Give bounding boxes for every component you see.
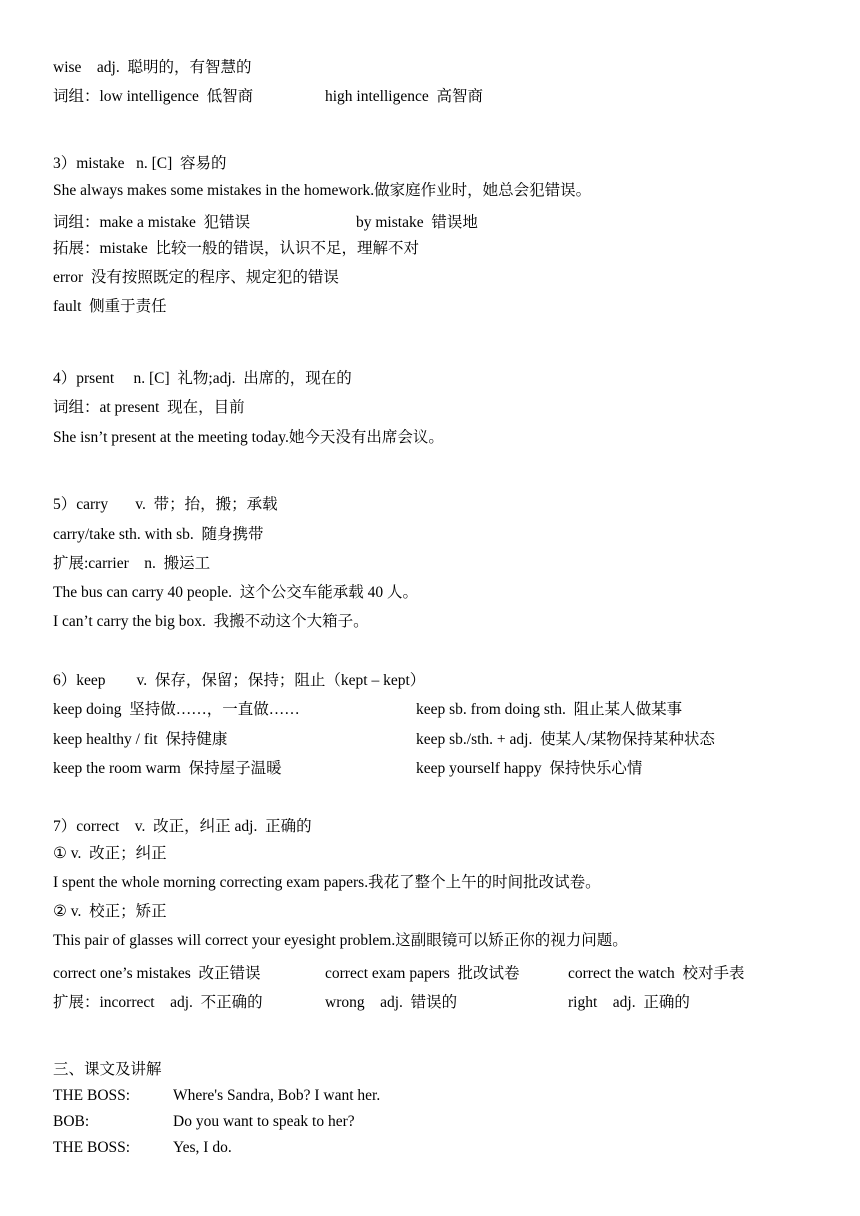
- entry-correct-sense-1: ① v. 改正；纠正: [53, 845, 167, 862]
- entry-correct-example-2: This pair of glasses will correct your eyesight problem.这副眼镜可以矫正你的视力问题。: [53, 932, 628, 949]
- entry-mistake-phrase: 词组：make a mistake 犯错误: [53, 214, 251, 231]
- dialogue-speaker: BOB:: [53, 1113, 90, 1130]
- dialogue-speaker: THE BOSS:: [53, 1087, 131, 1104]
- section-heading: 三、课文及讲解: [53, 1061, 162, 1078]
- entry-keep-row1-left: keep doing 坚持做……，一直做……: [53, 701, 300, 718]
- dialogue-line: Do you want to speak to her?: [173, 1113, 355, 1130]
- entry-carry-head: 5）carry v. 带；抬，搬；承载: [53, 496, 278, 513]
- entry-mistake-ext-1: 拓展：mistake 比较一般的错误，认识不足，理解不对: [53, 240, 419, 257]
- entry-carry-ext: 扩展:carrier n. 搬运工: [53, 555, 211, 572]
- entry-correct-phrase-1a: correct one’s mistakes 改正错误: [53, 965, 261, 982]
- entry-mistake-ext-2: error 没有按照既定的程序、规定犯的错误: [53, 269, 339, 286]
- entry-carry-phrase: carry/take sth. with sb. 随身携带: [53, 526, 264, 543]
- entry-mistake-example: She always makes some mistakes in the homework.做家庭作业时，她总会犯错误。: [53, 182, 592, 199]
- dialogue-line: Yes, I do.: [173, 1139, 232, 1156]
- entry-keep-head: 6）keep v. 保存，保留；保持；阻止（kept – kept）: [53, 672, 426, 689]
- entry-wise-phrase: 词组：low intelligence 低智商: [53, 88, 254, 105]
- entry-keep-row2-right: keep sb./sth. + adj. 使某人/某物保持某种状态: [416, 731, 715, 748]
- entry-keep-row1-right: keep sb. from doing sth. 阻止某人做某事: [416, 701, 683, 718]
- entry-correct-head: 7）correct v. 改正，纠正 adj. 正确的: [53, 818, 312, 835]
- entry-mistake-head: 3）mistake n. [C] 容易的: [53, 155, 227, 172]
- entry-correct-phrase-1c: correct the watch 校对手表: [568, 965, 745, 982]
- entry-correct-phrase-2b: wrong adj. 错误的: [325, 994, 458, 1011]
- dialogue-speaker: THE BOSS:: [53, 1139, 131, 1156]
- entry-correct-sense-2: ② v. 校正；矫正: [53, 903, 167, 920]
- entry-keep-row3-right: keep yourself happy 保持快乐心情: [416, 760, 643, 777]
- entry-present-head: 4）prsent n. [C] 礼物;adj. 出席的，现在的: [53, 370, 352, 387]
- entry-present-example: She isn’t present at the meeting today.她今天没有出席会议。: [53, 429, 444, 446]
- entry-correct-example-1: I spent the whole morning correcting exam papers.我花了整个上午的时间批改试卷。: [53, 874, 601, 891]
- entry-correct-phrase-1b: correct exam papers 批改试卷: [325, 965, 520, 982]
- entry-present-phrase: 词组：at present 现在，目前: [53, 399, 245, 416]
- dialogue-line: Where's Sandra, Bob? I want her.: [173, 1087, 381, 1104]
- entry-keep-row2-left: keep healthy / fit 保持健康: [53, 731, 228, 748]
- entry-wise-head: wise adj. 聪明的，有智慧的: [53, 59, 252, 76]
- entry-carry-example-1: The bus can carry 40 people. 这个公交车能承载 40 人。: [53, 584, 419, 601]
- entry-correct-phrase-2a: 扩展：incorrect adj. 不正确的: [53, 994, 263, 1011]
- entry-wise-phrase-2: high intelligence 高智商: [325, 88, 483, 105]
- entry-keep-row3-left: keep the room warm 保持屋子温暖: [53, 760, 282, 777]
- entry-mistake-ext-3: fault 侧重于责任: [53, 298, 167, 315]
- entry-mistake-phrase-2: by mistake 错误地: [356, 214, 478, 231]
- entry-carry-example-2: I can’t carry the big box. 我搬不动这个大箱子。: [53, 613, 369, 630]
- entry-correct-phrase-2c: right adj. 正确的: [568, 994, 690, 1011]
